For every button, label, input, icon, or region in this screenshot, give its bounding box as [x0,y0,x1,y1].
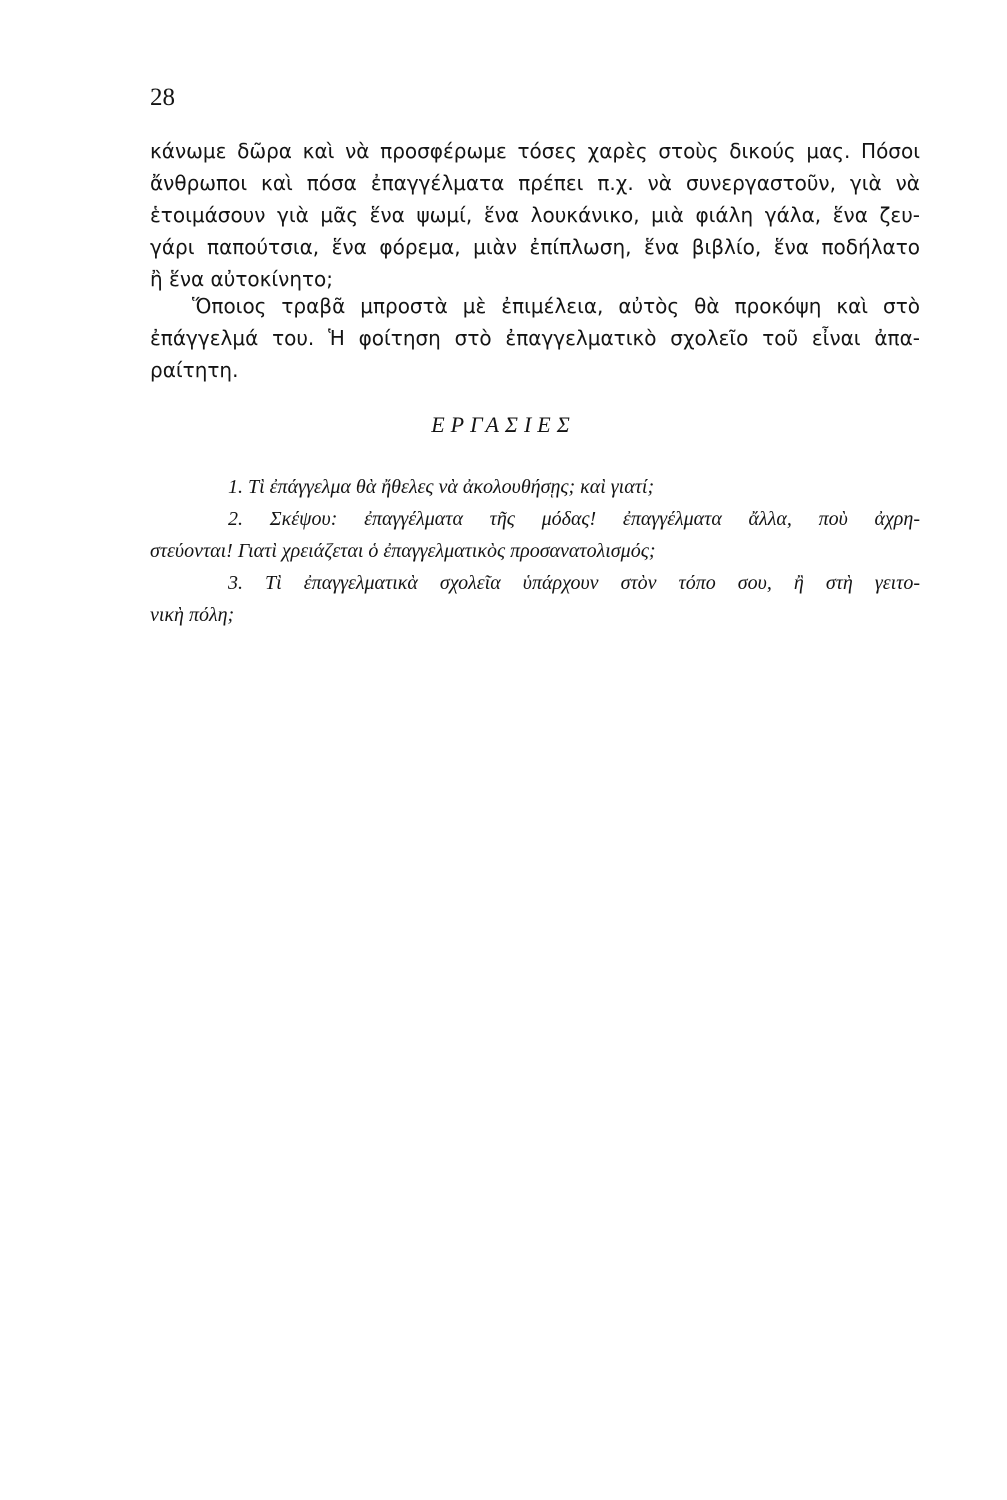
exercise-item: 2. Σκέψου: ἐπαγγέλματα τῆς μόδας! ἐπαγγέλματα ἄλλα, ποὺ ἀχρη- [228,508,920,530]
text-line: γάρι παπούτσια, ἕνα φόρεμα, μιὰν ἐπίπλωση, ἕνα βιβλίο, ἕνα ποδήλατο [150,235,920,259]
exercise-item: 1. Τὶ ἐπάγγελμα θὰ ἤθελες νὰ ἀκολουθήσῃς; καὶ γιατί; [228,476,655,498]
exercise-item-continuation: στεύονται! Γιατὶ χρειάζεται ὁ ἐπαγγελματικὸς προσανατολισμός; [150,540,656,562]
text-line: ἐπάγγελμά του. Ἡ φοίτηση στὸ ἐπαγγελματικὸ σχολεῖο τοῦ εἶναι ἀπα- [150,326,920,350]
page-number: 28 [150,84,175,111]
exercise-item: 3. Τὶ ἐπαγγελματικὰ σχολεῖα ὑπάρχουν στὸν τόπο σου, ἢ στὴ γειτο- [228,572,920,594]
text-line: ραίτητη. [150,358,239,382]
text-line: Ὅποιος τραβᾶ μπροστὰ μὲ ἐπιμέλεια, αὐτὸς θὰ προκόψη καὶ στὸ [192,294,920,318]
text-line: κάνωμε δῶρα καὶ νὰ προσφέρωμε τόσες χαρὲς στοὺς δικούς μας. Πόσοι [150,139,920,163]
section-heading: ΕΡΓΑΣΙΕΣ [431,412,576,437]
text-line: ἢ ἕνα αὐτοκίνητο; [150,267,334,291]
text-line: ἄνθρωποι καὶ πόσα ἐπαγγέλματα πρέπει π.χ. νὰ συνεργαστοῦν, γιὰ νὰ [150,171,920,195]
exercise-item-continuation: νικὴ πόλη; [150,604,235,626]
text-line: ἑτοιμάσουν γιὰ μᾶς ἕνα ψωμί, ἕνα λουκάνικο, μιὰ φιάλη γάλα, ἕνα ζευ- [150,203,920,227]
